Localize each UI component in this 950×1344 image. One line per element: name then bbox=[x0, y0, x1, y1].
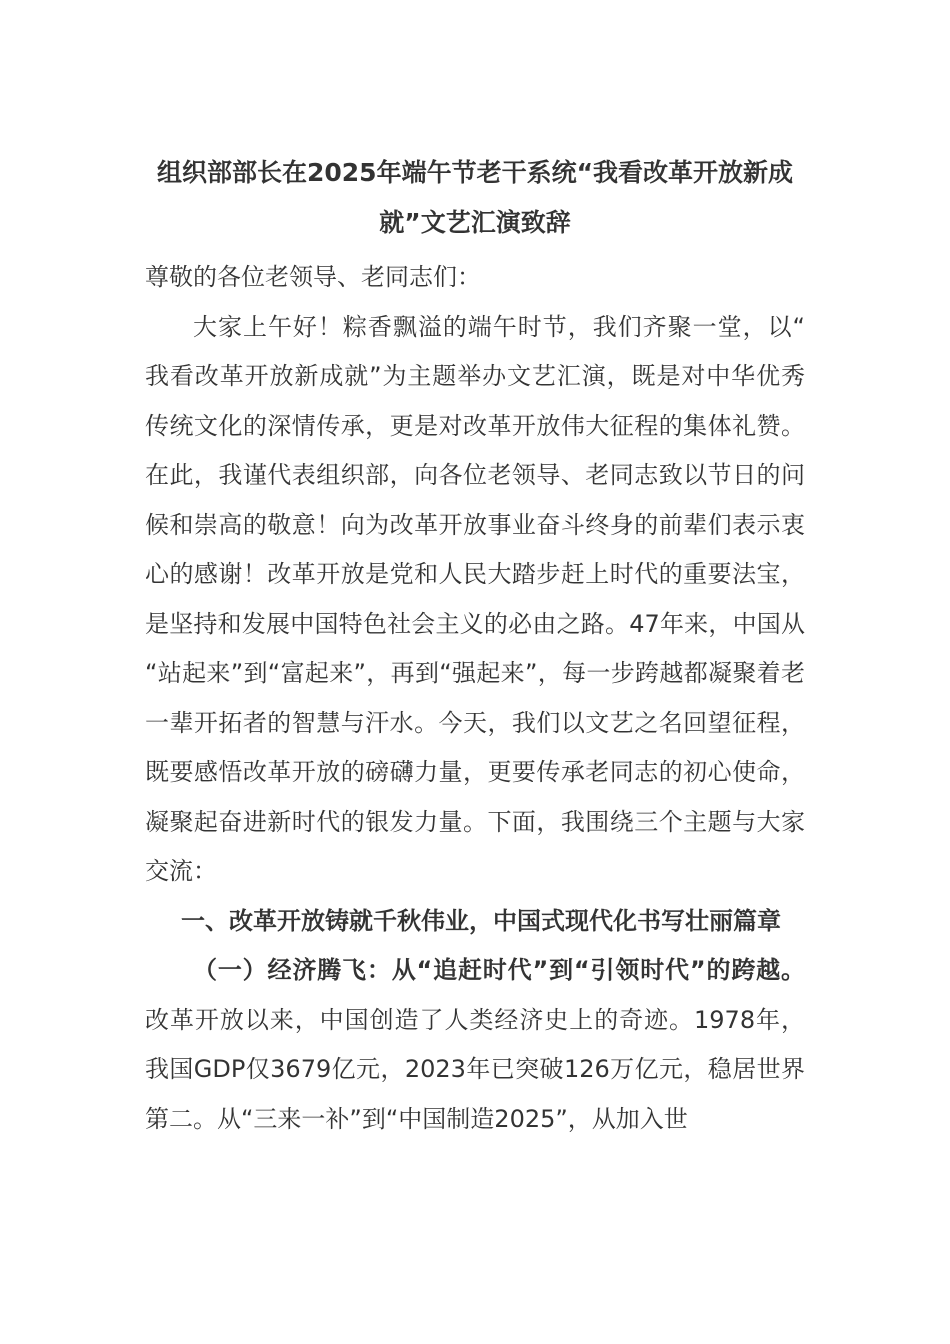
salutation: 尊敬的各位老领导、老同志们： bbox=[145, 263, 481, 291]
section-heading-1: 一、改革开放铸就千秋伟业，中国式现代化书写壮丽篇章 bbox=[181, 906, 781, 935]
subsection-lead-1: （一）经济腾飞：从“追赶时代”到“引领时代”的跨越。 bbox=[193, 956, 805, 984]
intro-paragraph: 大家上午好！粽香飘溢的端午时节，我们齐聚一堂，以“我看改革开放新成就”为主题举办文艺汇演，既是对中华优秀传统文化的深情传承，更是对改革开放伟大征程的集体礼赞。在此，我谨代表组织部，向各位老领导、老同志致以节日的问候和崇高的敬意！向为改革开放事业奋斗终身的前辈们表示衷心的感谢！改革开放是党和人民大踏步赶上时代的重要法宝，是坚持和发展中国特色社会主义的必由之路。47年来，中国从“站起来”到“富起来”，再到“强起来”，每一步跨越都凝聚着老一辈开拓者的智慧与汗水。今天，我们以文艺之名回望征程，既要感悟改革开放的磅礴力量，更要传承老同志的初心使命，凝聚起奋进新时代的银发力量。下面，我围绕三个主题与大家交流： bbox=[145, 312, 805, 885]
subsection-text-1: 改革开放以来，中国创造了人类经济史上的奇迹。1978年，我国GDP仅3679亿元，2023年已突破126万亿元，稳居世界第二。从“三来一补”到“中国制造2025”，从加入世 bbox=[145, 1005, 805, 1133]
document-body bbox=[145, 148, 805, 1144]
subsection-paragraph-1 bbox=[145, 946, 805, 1144]
document-title: 组织部部长在2025年端午节老干系统“我看改革开放新成就”文艺汇演致辞 bbox=[156, 158, 793, 237]
